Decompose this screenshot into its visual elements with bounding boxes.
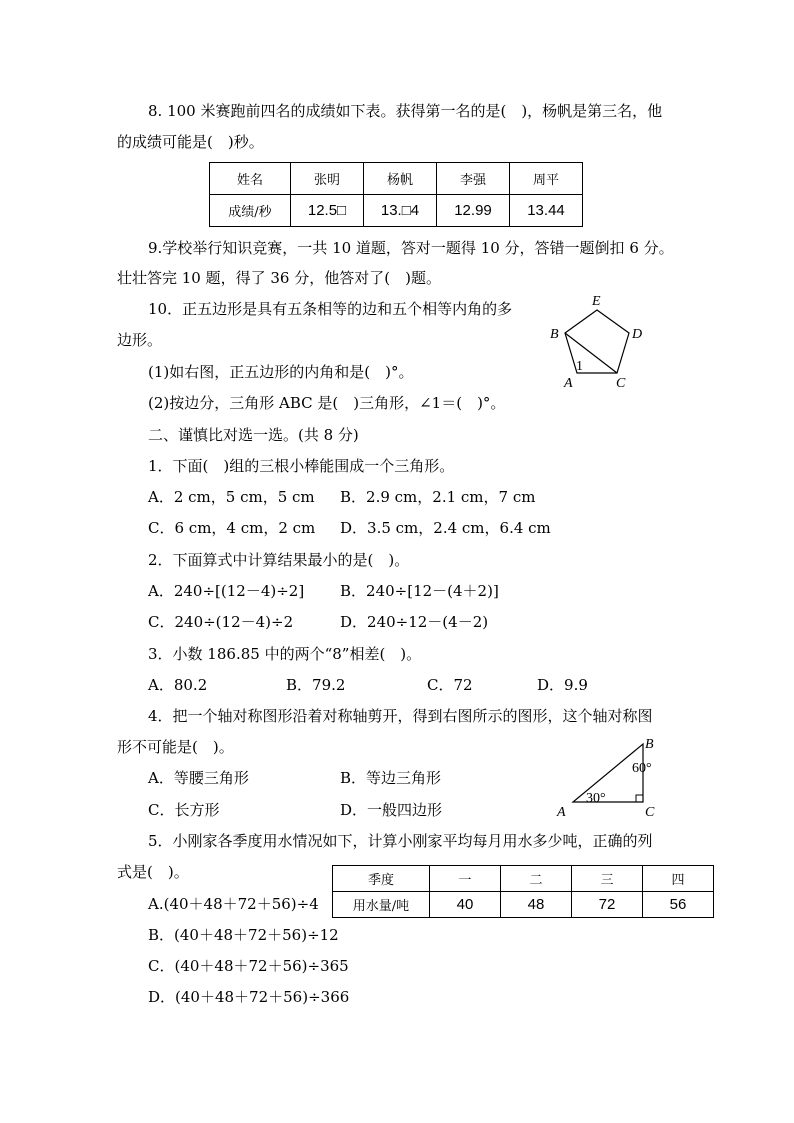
label-e: E xyxy=(592,294,601,309)
header-cell: 李强 xyxy=(437,163,510,195)
s2-q4-line1: 4．把一个轴对称图形沿着对称轴剪开，得到右图所示的图形，这个轴对称图 xyxy=(148,707,653,725)
label-d: D xyxy=(632,327,643,342)
s2-q2-stem: 2．下面算式中计算结果最小的是( )。 xyxy=(148,551,410,569)
header-cell: 三 xyxy=(572,866,643,892)
value-cell: 48 xyxy=(501,892,572,918)
label-a: A xyxy=(564,376,573,390)
value-cell: 13.□4 xyxy=(364,195,437,227)
pentagon-figure xyxy=(540,290,655,390)
label-b: B xyxy=(645,737,654,752)
q9-line2: 壮壮答完 10 题，得了 36 分，他答对了( )题。 xyxy=(117,269,441,287)
header-cell: 杨帆 xyxy=(364,163,437,195)
s2-q4-option-a: A．等腰三角形 xyxy=(148,769,249,787)
q8-line2: 的成绩可能是( )秒。 xyxy=(117,133,264,151)
label-c: C xyxy=(645,805,655,820)
q8-score-table xyxy=(209,162,583,227)
table-header-row xyxy=(333,866,714,892)
header-cell: 一 xyxy=(430,866,501,892)
s2-q1-stem: 1．下面( )组的三根小棒能围成一个三角形。 xyxy=(148,457,455,475)
header-cell: 周平 xyxy=(510,163,583,195)
q10-line1: 10．正五边形是具有五条相等的边和五个相等内角的多 xyxy=(148,300,513,318)
s2-q4-option-d: D．一般四边形 xyxy=(340,801,443,819)
s2-q4-option-c: C．长方形 xyxy=(148,801,220,819)
label-b: B xyxy=(550,327,559,342)
s2-q2-option-a: A．240÷[(12－4)÷2] xyxy=(148,582,305,600)
s2-q5-option-d: D．(40＋48＋72＋56)÷366 xyxy=(148,988,350,1006)
s2-q3-option-c: C．72 xyxy=(427,676,473,694)
s2-q5-option-b: B．(40＋48＋72＋56)÷12 xyxy=(148,926,339,944)
s2-q5-option-c: C．(40＋48＋72＋56)÷365 xyxy=(148,957,349,975)
q10-sub1: (1)如右图，正五边形的内角和是( )°。 xyxy=(148,363,414,381)
right-angle-mark xyxy=(636,795,643,802)
q8-line1: 8. 100 米赛跑前四名的成绩如下表。获得第一名的是( )，杨帆是第三名，他 xyxy=(148,102,663,120)
s2-q5-option-a: A.(40＋48＋72＋56)÷4 xyxy=(148,895,319,913)
table-row xyxy=(333,892,714,918)
s2-q3-option-b: B．79.2 xyxy=(286,676,346,694)
angle-30-label: 30° xyxy=(586,791,606,806)
section2-title: 二、谨慎比对选一选。(共 8 分) xyxy=(148,426,359,444)
value-cell: 40 xyxy=(430,892,501,918)
value-cell: 56 xyxy=(643,892,714,918)
diagonal-bc xyxy=(565,333,617,373)
q10-sub2: (2)按边分，三角形 ABC 是( )三角形，∠1＝( )°。 xyxy=(148,394,506,412)
table-row xyxy=(210,195,583,227)
value-cell: 72 xyxy=(572,892,643,918)
s2-q5-line1: 5．小刚家各季度用水情况如下，计算小刚家平均每月用水多少吨，正确的列 xyxy=(148,832,653,850)
header-cell: 二 xyxy=(501,866,572,892)
pentagon-shape xyxy=(565,310,629,373)
value-cell: 12.5□ xyxy=(291,195,364,227)
header-cell: 季度 xyxy=(333,866,430,892)
value-cell: 13.44 xyxy=(510,195,583,227)
s2-q2-option-b: B．240÷[12－(4＋2)] xyxy=(340,582,499,600)
row-label-cell: 用水量/吨 xyxy=(333,892,430,918)
label-a: A xyxy=(557,805,566,820)
s2-q3-option-a: A．80.2 xyxy=(148,676,208,694)
q10-line2: 边形。 xyxy=(117,331,163,349)
q5-water-table xyxy=(332,865,714,918)
angle-1-label: 1 xyxy=(576,359,583,374)
s2-q1-option-d: D．3.5 cm，2.4 cm，6.4 cm xyxy=(340,519,551,537)
s2-q4-line2: 形不可能是( )。 xyxy=(117,738,234,756)
label-c: C xyxy=(616,376,626,390)
angle-60-label: 60° xyxy=(632,761,652,776)
s2-q2-option-c: C．240÷(12－4)÷2 xyxy=(148,613,294,631)
table-header-row xyxy=(210,163,583,195)
header-cell: 姓名 xyxy=(210,163,291,195)
s2-q3-stem: 3．小数 186.85 中的两个“8”相差( )。 xyxy=(148,645,422,663)
s2-q1-option-c: C．6 cm，4 cm，2 cm xyxy=(148,519,316,537)
value-cell: 12.99 xyxy=(437,195,510,227)
s2-q1-option-b: B．2.9 cm，2.1 cm，7 cm xyxy=(340,488,536,506)
right-triangle-figure xyxy=(548,728,668,823)
q9-line1: 9.学校举行知识竞赛，一共 10 道题，答对一题得 10 分，答错一题倒扣 6 分。 xyxy=(148,239,674,257)
s2-q1-option-a: A．2 cm，5 cm，5 cm xyxy=(148,488,315,506)
s2-q2-option-d: D．240÷12－(4－2) xyxy=(340,613,489,631)
s2-q3-option-d: D．9.9 xyxy=(537,676,588,694)
header-cell: 张明 xyxy=(291,163,364,195)
s2-q5-line2: 式是( )。 xyxy=(117,863,189,881)
header-cell: 四 xyxy=(643,866,714,892)
s2-q4-option-b: B．等边三角形 xyxy=(340,769,442,787)
row-label-cell: 成绩/秒 xyxy=(210,195,291,227)
